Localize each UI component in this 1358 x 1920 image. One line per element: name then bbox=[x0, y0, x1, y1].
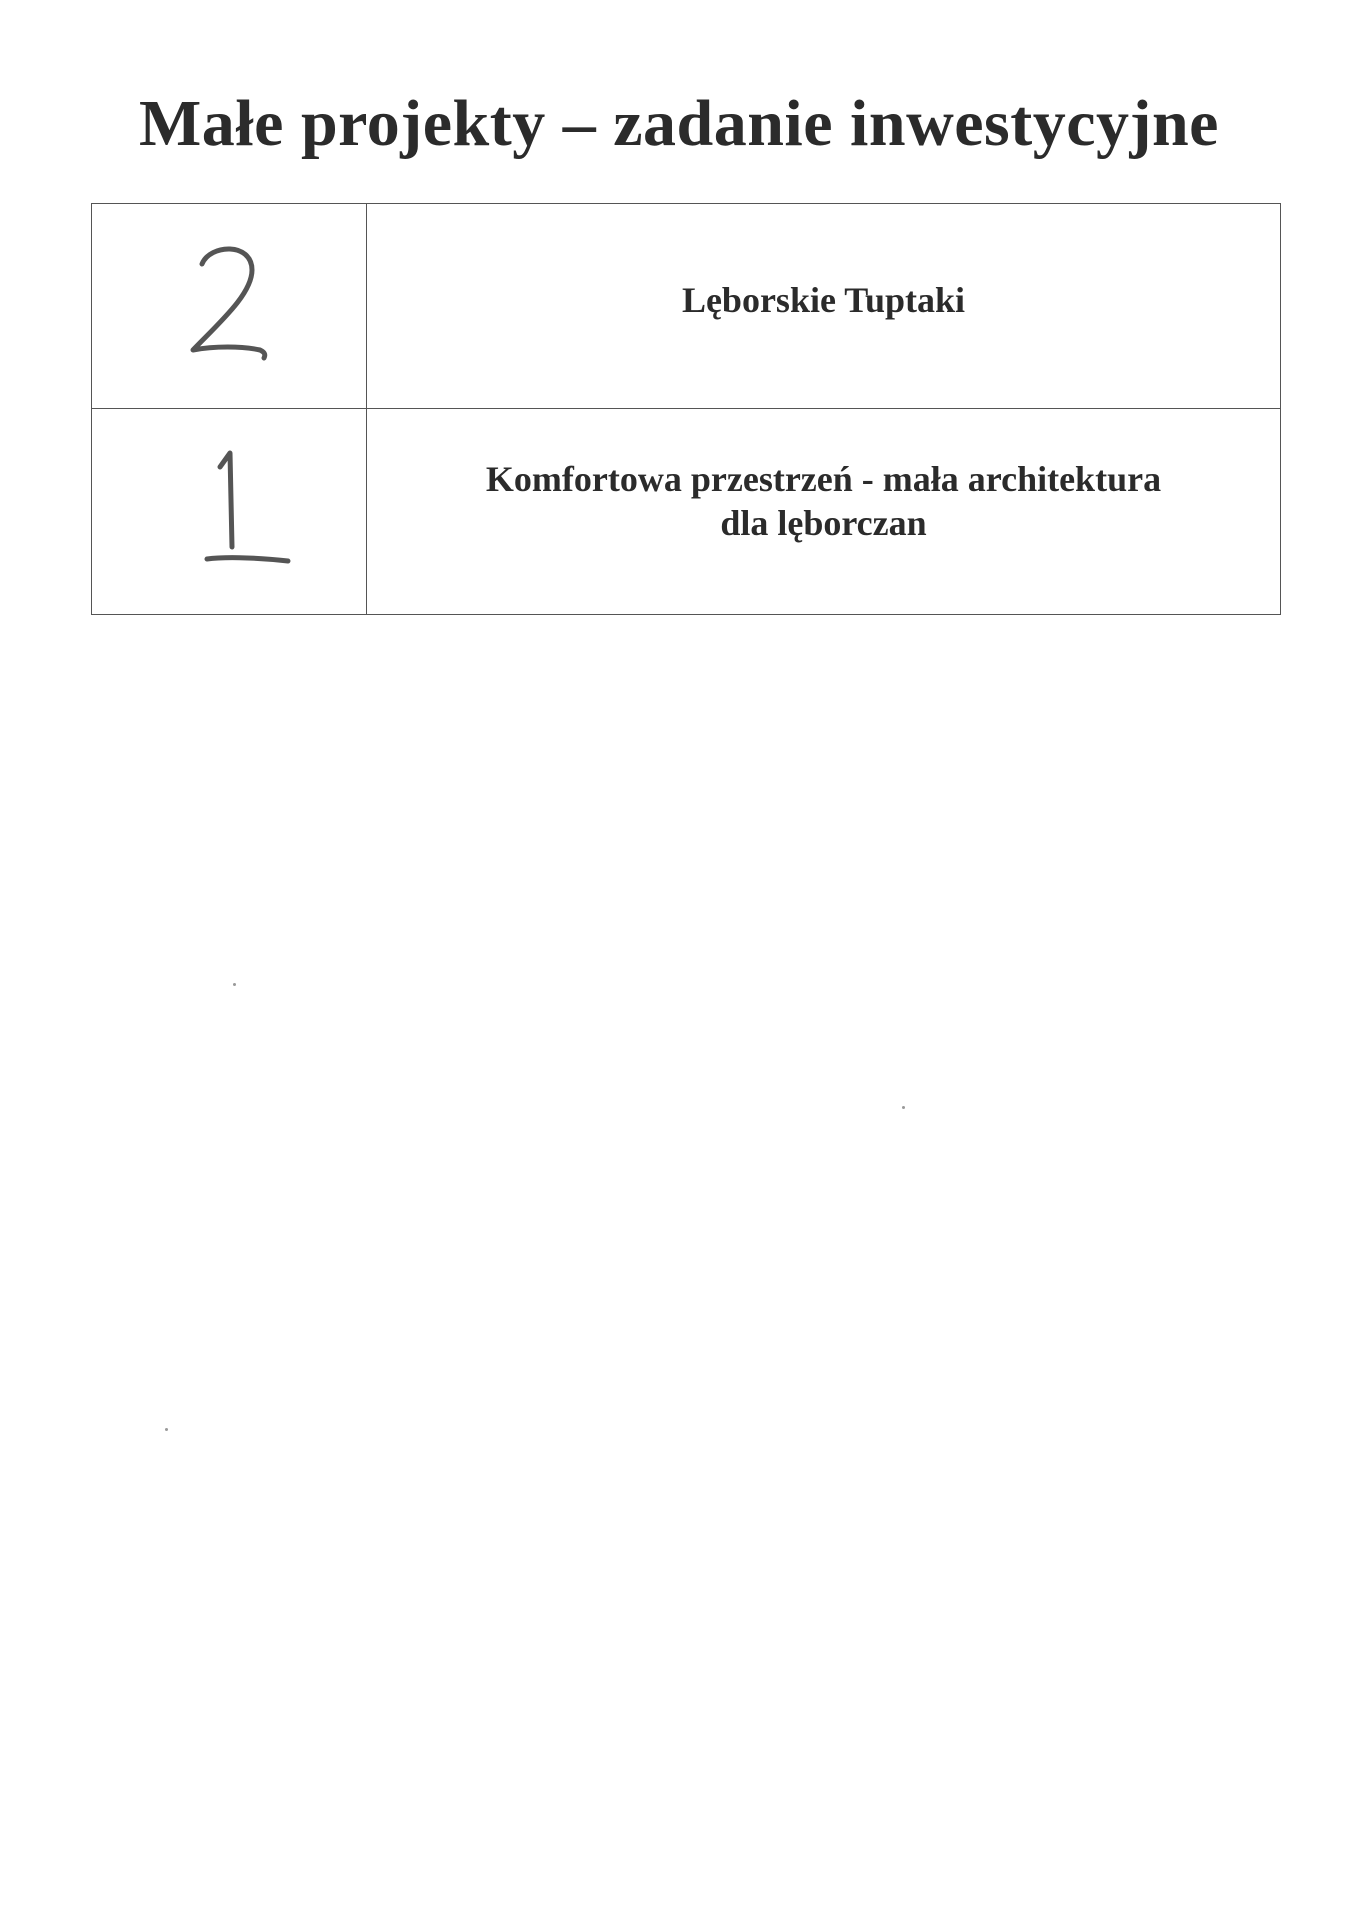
handwritten-digit-1 bbox=[92, 409, 367, 614]
project-name-line-2: dla lęborczan bbox=[720, 502, 927, 543]
handwritten-number-cell bbox=[92, 204, 367, 408]
page-title: Małe projekty – zadanie inwestycyjne bbox=[139, 87, 1219, 160]
handwritten-number-cell bbox=[92, 409, 367, 614]
ranking-table bbox=[91, 203, 1281, 615]
scan-speck bbox=[902, 1106, 905, 1109]
handwritten-digit-2 bbox=[92, 204, 367, 409]
project-name-line-1: Komfortowa przestrzeń - mała architektura bbox=[485, 458, 1162, 499]
table-row bbox=[92, 409, 1280, 614]
scan-speck bbox=[165, 1428, 168, 1431]
project-name bbox=[367, 387, 1280, 614]
scan-speck bbox=[233, 983, 236, 986]
project-name-text: Lęborskie Tuptaki bbox=[681, 280, 966, 320]
table-row bbox=[92, 204, 1280, 409]
project-name bbox=[367, 192, 1280, 408]
